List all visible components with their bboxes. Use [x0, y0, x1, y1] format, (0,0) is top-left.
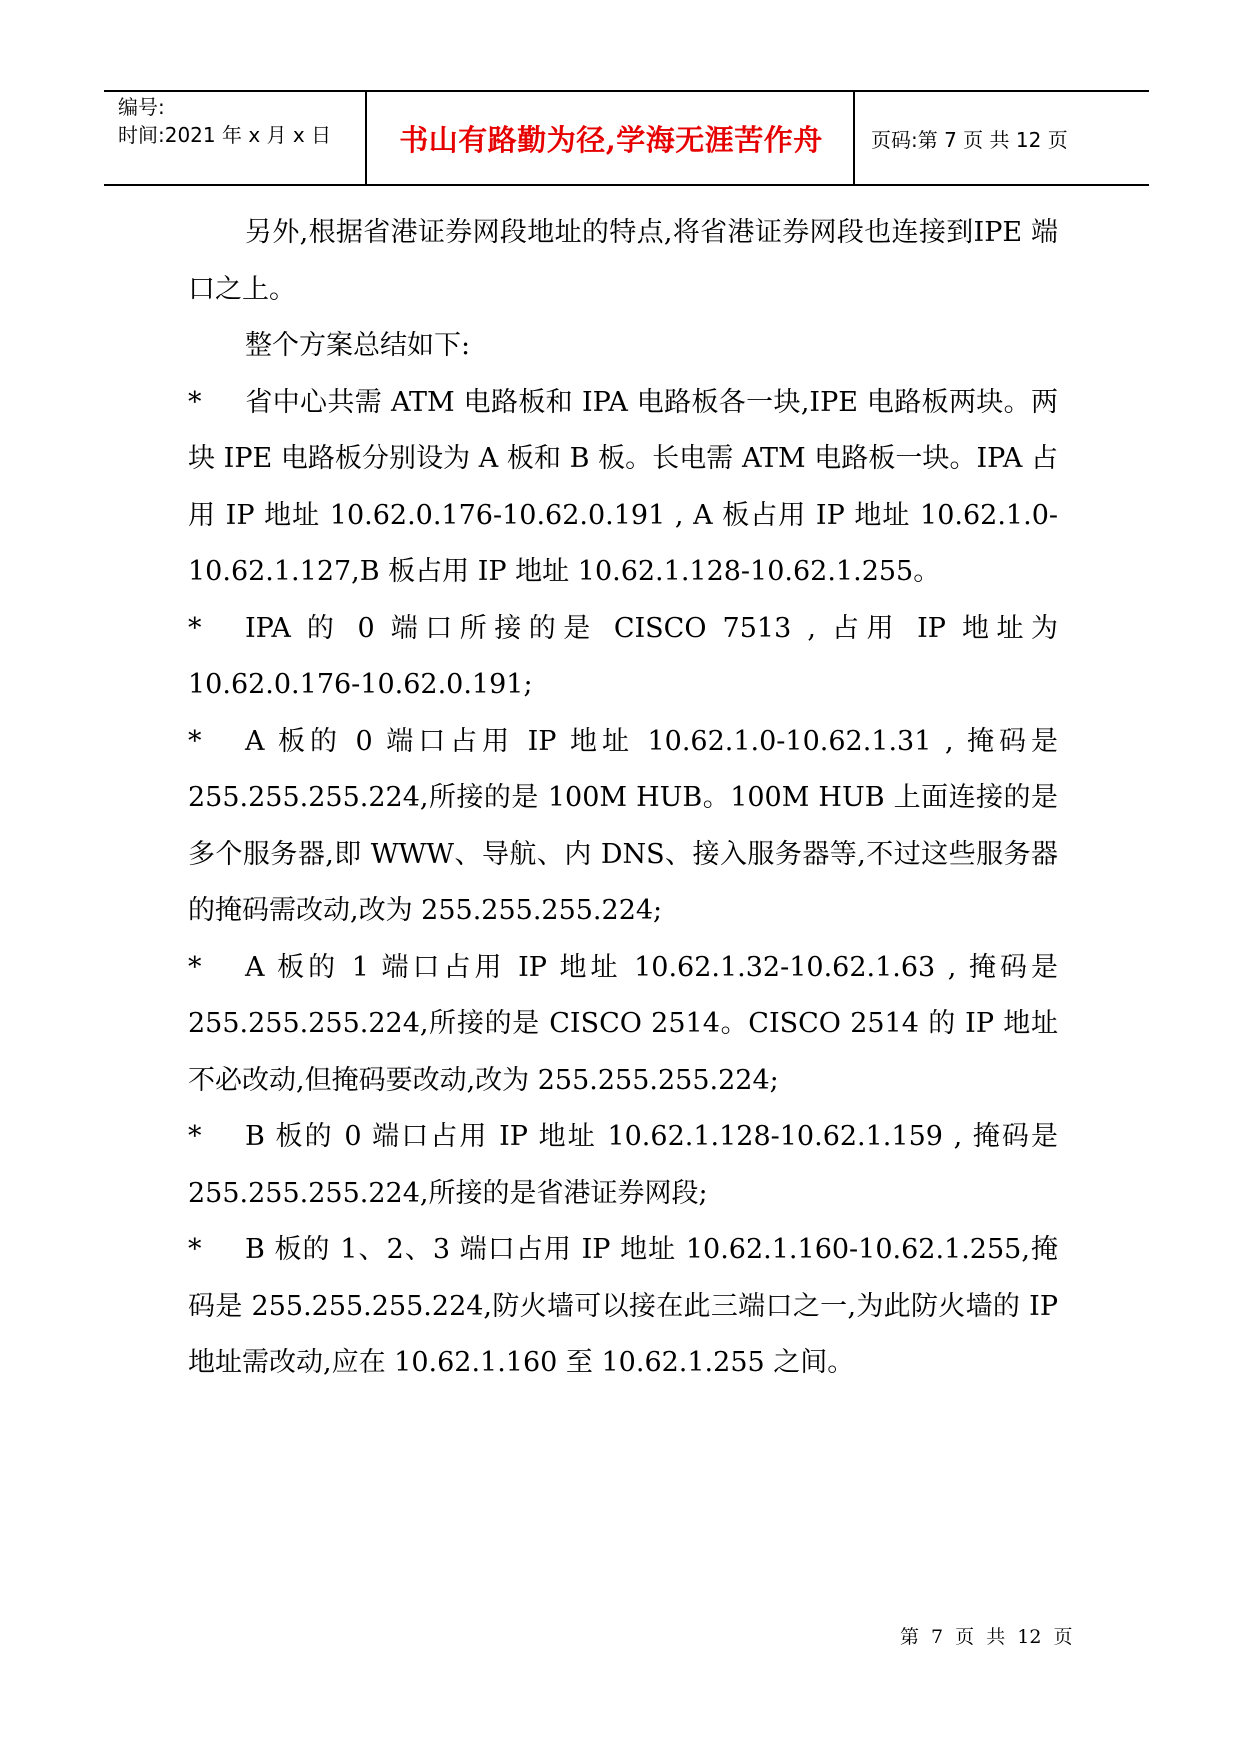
- list-item-text: 省中心共需 ATM 电路板和 IPA 电路板各一块,IPE 电路板两块。两块 IPE 电路板分别设为 A 板和 B 板。长电需 ATM 电路板一块。IPA 占用 IP 地址 10.62.0.176-10.62.0.191 , A 板占用 IP 地址 10.62.1.0-10.62.1.127,B 板占用 IP 地址 10.62.1.128-10.62.1.255。: [188, 386, 1058, 587]
- list-item: [188, 601, 1058, 714]
- paragraph-intro: 另外,根据省港证券网段地址的特点,将省港证券网段也连接到IPE 端口之上。: [188, 217, 1058, 305]
- paragraph-summary-heading: 整个方案总结如下:: [245, 330, 471, 361]
- page-footer: 第 7 页 共 12 页: [900, 1626, 1073, 1648]
- header-motto: 书山有路勤为径,学海无涯苦作舟: [369, 92, 855, 184]
- bullet-star: *: [188, 951, 202, 983]
- document-time-label: 时间:2021 年 x 月 x 日: [118, 123, 332, 147]
- list-item-text: A 板的 1 端口占用 IP 地址 10.62.1.32-10.62.1.63 , 掩码是 255.255.255.224,所接的是 CISCO 2514。CISCO 2514 的 IP 地址不必改动,但掩码要改动,改为 255.255.255.224;: [188, 951, 1058, 1096]
- list-item: [188, 940, 1058, 1110]
- list-item-text: IPA 的 0 端口所接的是 CISCO 7513 , 占用 IP 地址为 10.62.0.176-10.62.0.191;: [188, 612, 1058, 700]
- list-item-text: B 板的 0 端口占用 IP 地址 10.62.1.128-10.62.1.159 , 掩码是 255.255.255.224,所接的是省港证券网段;: [188, 1121, 1058, 1209]
- list-item-text: B 板的 1、2、3 端口占用 IP 地址 10.62.1.160-10.62.1.255,掩码是 255.255.255.224,防火墙可以接在此三端口之一,为此防火墙的 IP 地址需改动,应在 10.62.1.160 至 10.62.1.255 之间。: [188, 1234, 1058, 1378]
- list-item: [188, 714, 1058, 940]
- document-body: [188, 205, 1058, 1392]
- bullet-star: *: [188, 386, 202, 418]
- page-header: [104, 90, 1149, 186]
- bullet-star: *: [188, 612, 202, 644]
- document-number-label: 编号:: [118, 95, 165, 119]
- bullet-star: *: [188, 1234, 202, 1265]
- list-item: [188, 1109, 1058, 1222]
- header-meta: [104, 92, 367, 184]
- list-item: [188, 1222, 1058, 1392]
- bullet-star: *: [188, 1121, 202, 1152]
- list-item: [188, 375, 1058, 601]
- header-page-info: 页码:第 7 页 共 12 页: [871, 127, 1068, 152]
- list-item-text: A 板的 0 端口占用 IP 地址 10.62.1.0-10.62.1.31 , 掩码是 255.255.255.224,所接的是 100M HUB。100M HUB 上面连接的是多个服务器,即 WWW、导航、内 DNS、接入服务器等,不过这些服务器的掩码需改动,改为 255.255.255.224;: [188, 725, 1058, 926]
- bullet-star: *: [188, 725, 202, 757]
